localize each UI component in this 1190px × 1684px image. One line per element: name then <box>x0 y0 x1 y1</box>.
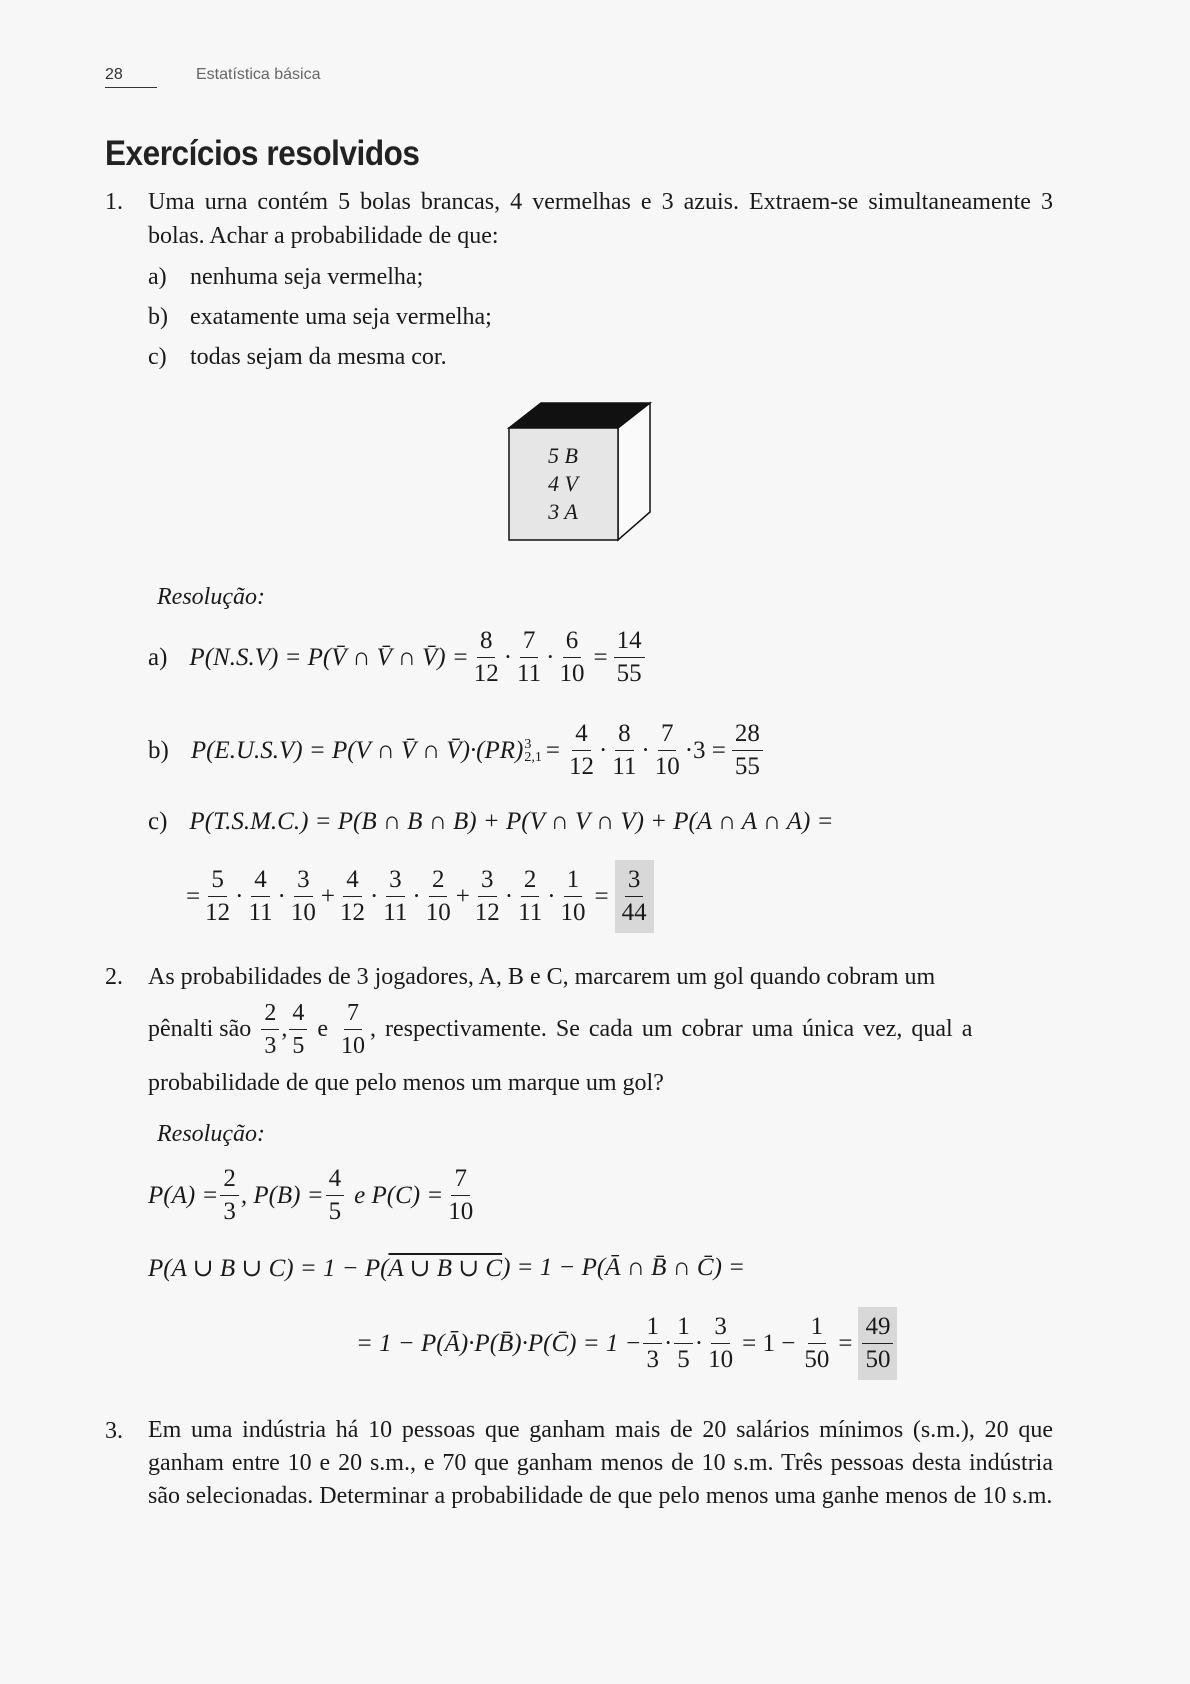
exercise-2-line2-post: , respectivamente. Se cada um cobrar uma única vez, qual a <box>369 1016 973 1042</box>
frac-den: 5 <box>292 1033 305 1059</box>
frac-den: 10 <box>425 899 451 926</box>
union-lhs: P(A ∪ B ∪ C) = 1 − P( <box>148 1255 389 1282</box>
dot-op: · <box>277 882 286 910</box>
equation-1a-label: a) <box>148 643 168 671</box>
frac-den: 12 <box>474 899 500 926</box>
dot-op: · <box>412 882 421 910</box>
union-overlined: A ∪ B ∪ C <box>388 1255 503 1282</box>
frac-den: 3 <box>646 1346 659 1373</box>
frac-num: 1 <box>643 1311 662 1344</box>
equation-1b <box>148 718 765 783</box>
page-number-rule <box>105 87 157 88</box>
exercise-1-number: 1. <box>105 189 123 215</box>
exercise-1-statement: Uma urna contém 5 bolas brancas, 4 vermelhas e 3 azuis. Extraem-se simultaneamente 3 bolas. Achar a probabilidade de que: <box>148 189 1053 249</box>
running-title: Estatística básica <box>196 66 321 83</box>
frac-den: 10 <box>559 660 585 687</box>
multiplier: ·3 = <box>684 736 726 764</box>
equation-1a <box>148 625 647 690</box>
exercise-2-line3: probabilidade de que pelo menos um marque um gol? <box>148 1070 664 1096</box>
result-den: 44 <box>621 899 647 926</box>
equals-op: = <box>593 643 608 671</box>
frac-num: 3 <box>478 864 497 897</box>
equals-op: = <box>545 736 560 764</box>
urn-red-balls: 4 V <box>548 471 578 496</box>
frac-num: 1 <box>808 1311 827 1344</box>
highlighted-result-1c <box>615 860 654 933</box>
exercise-2-line1: As probabilidades de 3 jogadores, A, B e C, marcarem um gol quando cobram um <box>148 964 936 990</box>
section-title: Exercícios resolvidos <box>105 134 420 173</box>
result-den: 55 <box>734 753 760 780</box>
plus-op: + <box>455 882 470 910</box>
frac-num: 7 <box>451 1163 470 1196</box>
prob-b-label: , P(B) = <box>240 1181 324 1209</box>
prob-c-label: e P(C) = <box>354 1181 444 1209</box>
equals-op: = <box>186 882 201 910</box>
frac-num: 5 <box>208 864 227 897</box>
frac-den: 5 <box>677 1346 690 1373</box>
frac-num: 7 <box>520 625 539 658</box>
dot-op: · <box>235 882 244 910</box>
frac-den: 11 <box>383 899 408 926</box>
urn-white-balls: 5 B <box>548 443 578 468</box>
exercise-1-item-a-label: a) <box>148 264 167 290</box>
dot-op: · <box>369 882 379 910</box>
comma: , <box>281 1016 288 1042</box>
frac-den: 12 <box>473 660 499 687</box>
frac-den: 50 <box>804 1346 830 1373</box>
exercise-2-line2-pre: pênalti são <box>148 1016 252 1042</box>
dot-op: · <box>641 736 650 764</box>
result-den: 50 <box>865 1346 891 1373</box>
mid-op: = 1 − <box>742 1329 796 1357</box>
exercise-3-statement: Em uma indústria há 10 pessoas que ganham mais de 20 salários mínimos (s.m.), 20 que ganham entre 10 e 20 s.m., e 70 que ganham menos de 10 s.m. Três pessoas desta indústria são selecionadas. Determinar a probabilidade de que pelo menos uma ganhe menos de 10 s.m. <box>148 1417 1053 1509</box>
highlighted-result-2 <box>858 1307 897 1380</box>
exercise-2-line2 <box>148 997 972 1062</box>
frac-num: 1 <box>674 1311 693 1344</box>
frac-num: 3 <box>294 864 313 897</box>
frac-num: 4 <box>326 1163 345 1196</box>
dot-op: · <box>504 882 514 910</box>
dot-op: · <box>598 736 608 764</box>
result-num: 3 <box>625 864 644 897</box>
result-num: 28 <box>732 718 763 751</box>
frac-den: 5 <box>328 1198 342 1225</box>
frac-num: 8 <box>477 625 496 658</box>
equation-1a-lhs: P(N.S.V) = P(V̄ ∩ V̄ ∩ V̄) = <box>189 643 469 671</box>
frac-num: 1 <box>564 864 583 897</box>
frac-den: 3 <box>264 1033 277 1059</box>
frac-den: 10 <box>448 1198 474 1225</box>
urn-contents <box>538 442 588 526</box>
exercise-1-item-c-text: todas sejam da mesma cor. <box>190 344 447 370</box>
frac-den: 10 <box>654 753 680 780</box>
frac-num: 3 <box>386 864 405 897</box>
result-den: 55 <box>616 660 642 687</box>
frac-den: 3 <box>223 1198 236 1225</box>
prob-a-label: P(A) = <box>148 1181 219 1209</box>
frac-num: 4 <box>289 997 307 1030</box>
result-num: 14 <box>614 625 645 658</box>
frac-den: 10 <box>560 899 586 926</box>
dot-op: · <box>663 1329 673 1357</box>
frac-num: 3 <box>711 1311 730 1344</box>
frac-den: 11 <box>518 899 543 926</box>
frac-den: 11 <box>248 899 273 926</box>
result-num: 49 <box>862 1311 893 1344</box>
frac-num: 6 <box>563 625 582 658</box>
dot-op: · <box>503 643 513 671</box>
frac-den: 11 <box>517 660 542 687</box>
equals-op: = <box>594 882 609 910</box>
frac-num: 7 <box>658 718 677 751</box>
frac-den: 10 <box>340 1033 365 1059</box>
permutation-sup: 3 <box>524 736 532 752</box>
frac-num: 2 <box>261 997 279 1030</box>
conjunction: e <box>317 1016 328 1042</box>
frac-num: 2 <box>429 864 448 897</box>
frac-num: 7 <box>344 997 362 1030</box>
frac-den: 10 <box>290 899 316 926</box>
equation-1b-lhs: P(E.U.S.V) = P(V ∩ V̄ ∩ V̄)·(PR) <box>190 736 524 764</box>
permutation-sub: 2,1 <box>524 749 542 765</box>
exercise-3-number: 3. <box>105 1418 123 1444</box>
equation-2-result <box>356 1307 899 1380</box>
exercise-2-number: 2. <box>105 964 123 990</box>
frac-num: 4 <box>251 864 270 897</box>
page-number: 28 <box>105 66 123 83</box>
frac-num: 2 <box>220 1163 239 1196</box>
resolution-label-1: Resolução: <box>157 584 265 610</box>
exercise-1-item-a-text: nenhuma seja vermelha; <box>190 264 424 290</box>
exercise-1-item-b-label: b) <box>148 304 168 330</box>
frac-den: 12 <box>568 753 594 780</box>
dot-op: · <box>694 1329 704 1357</box>
frac-den: 10 <box>708 1346 734 1373</box>
equation-2-given <box>148 1163 478 1228</box>
resolution-label-2: Resolução: <box>157 1121 265 1147</box>
equation-1c-lhs: P(T.S.M.C.) = P(B ∩ B ∩ B) + P(V ∩ V ∩ V) + P(A ∩ A ∩ A) = <box>189 808 834 835</box>
equation-2-complement <box>148 1253 745 1283</box>
frac-num: 8 <box>615 718 634 751</box>
equation-1b-label: b) <box>148 736 169 764</box>
frac-num: 4 <box>343 864 362 897</box>
equation-1c-line1 <box>148 808 833 836</box>
equation-1c-line2 <box>186 860 656 933</box>
equals-op: = <box>838 1329 853 1357</box>
plus-op: + <box>320 882 335 910</box>
dot-op: · <box>547 882 556 910</box>
frac-den: 12 <box>339 899 365 926</box>
frac-den: 12 <box>205 899 231 926</box>
frac-den: 11 <box>612 753 637 780</box>
product-lhs: = 1 − P(Ā)·P(B̄)·P(C̄) = 1 − <box>356 1329 642 1357</box>
frac-num: 4 <box>572 718 591 751</box>
urn-side-face <box>618 403 650 540</box>
exercise-1-item-c-label: c) <box>148 344 167 370</box>
dot-op: · <box>546 643 555 671</box>
frac-num: 2 <box>521 864 540 897</box>
union-rhs: ) = 1 − P(Ā ∩ B̄ ∩ C̄) = <box>502 1254 746 1281</box>
equation-1c-label: c) <box>148 808 168 835</box>
exercise-1-item-b-text: exatamente uma seja vermelha; <box>190 304 492 330</box>
urn-blue-balls: 3 A <box>548 499 578 524</box>
